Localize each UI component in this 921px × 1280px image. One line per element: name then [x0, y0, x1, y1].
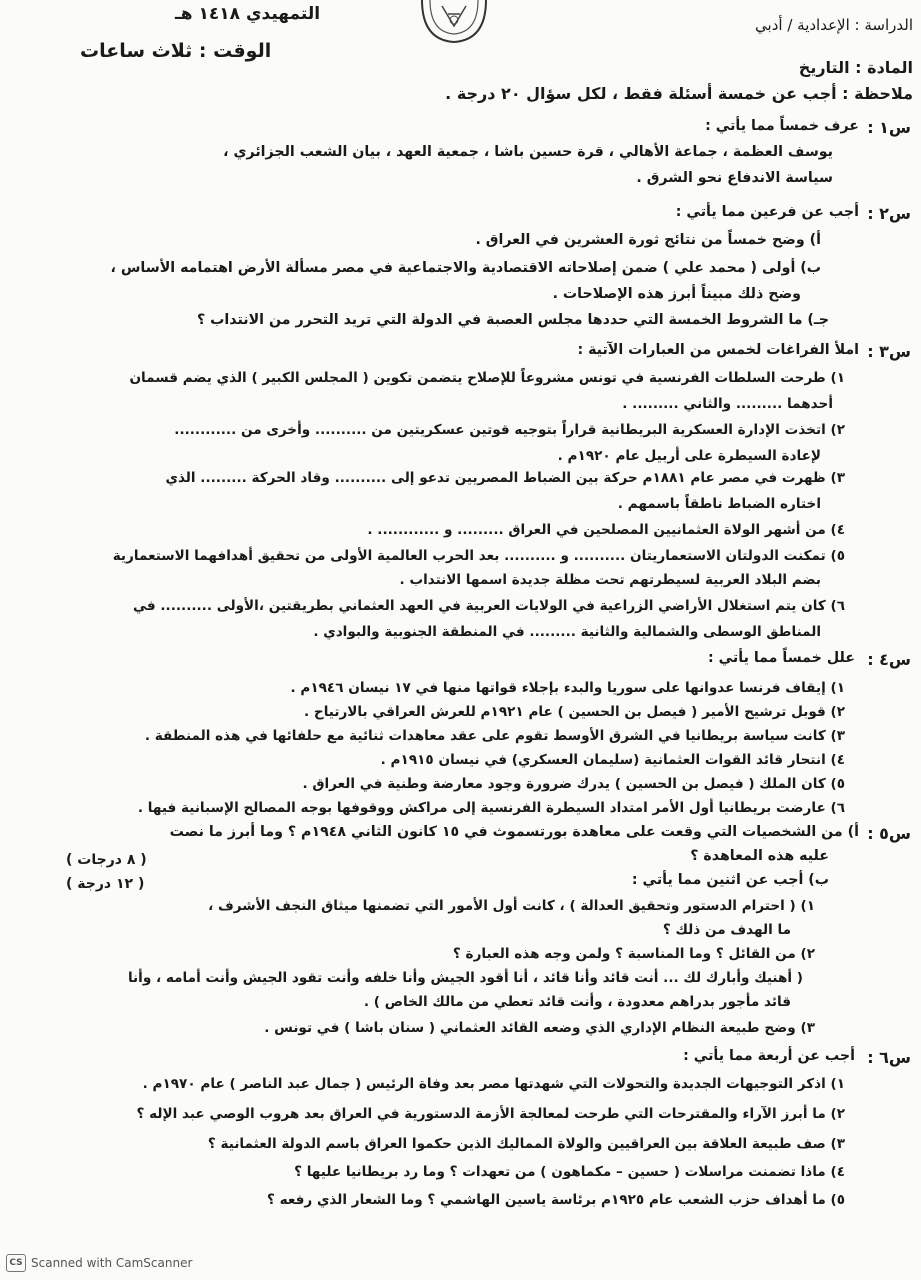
- q2-line-0: أجب عن فرعين مما يأتي :: [675, 204, 859, 220]
- q4-line-1: ١) إيقاف فرنسا عدوانها على سوريا والبدء بإجلاء قواتها منها في ١٧ نيسان ١٩٤٦م .: [290, 680, 845, 696]
- exam-session: التمهيدي ١٤١٨ هـ: [175, 4, 321, 24]
- q2-line-4: جـ) ما الشروط الخمسة التي حددها مجلس العصبة في الدولة التي تريد التحرر من الانتداب ؟: [197, 312, 829, 328]
- exam-study-level: الدراسة : الإعدادية / أدبي: [755, 16, 913, 34]
- question-6-label: س٦ :: [867, 1048, 911, 1067]
- q3-line-1: ١) طرحت السلطات الفرنسية في تونس مشروعاً للإصلاح يتضمن تكوين ( المجلس الكبير ) الذي يضم قسمان: [129, 370, 845, 386]
- q4-line-5: ٥) كان الملك ( فيصل بن الحسين ) يدرك ضرورة وجود معارضة وطنية في العراق .: [302, 776, 845, 792]
- q3-line-7: ٤) من أشهر الولاة العثمانيين المصلحين في العراق ......... و ............ .: [367, 522, 845, 538]
- question-1-label: س١ :: [867, 118, 911, 137]
- q4-line-6: ٦) عارضت بريطانيا أول الأمر امتداد السيطرة الفرنسية إلى مراكش ووقوفها بوجه المصالح الإسبانية فيها .: [137, 800, 845, 816]
- q3-line-10: ٦) كان يتم استغلال الأراضي الزراعية في الولايات العربية في العهد العثماني بطريقتين ،الأولى .......... في: [132, 598, 845, 614]
- q6-line-2: ٢) ما أبرز الآراء والمقترحات التي طرحت لمعالجة الأزمة الدستورية في العراق بعد هروب الوصي عبد الإله ؟: [136, 1106, 845, 1122]
- q3-line-4: لإعادة السيطرة على أربيل عام ١٩٢٠م .: [557, 448, 821, 464]
- q1-line-1: يوسف العظمة ، جماعة الأهالي ، قرة حسين باشا ، جمعية العهد ، بيان الشعب الجزائري ،: [223, 144, 833, 160]
- question-2-label: س٢ :: [867, 204, 911, 223]
- scanner-watermark: [6, 1254, 192, 1272]
- q4-line-0: علل خمساً مما يأتي :: [707, 650, 855, 666]
- question-3-label: س٣ :: [867, 342, 911, 361]
- q5-line-5: ٢) من القائل ؟ وما المناسبة ؟ ولمن وجه هذه العبارة ؟: [452, 946, 815, 962]
- q5-marks-b: ( ١٢ درجة ): [66, 876, 145, 892]
- q5-line-3: ١) ( احترام الدستور وتحقيق العدالة ) ، كانت أول الأمور التي تضمنها ميثاق النجف الأشرف ،: [208, 898, 815, 914]
- q6-line-0: أجب عن أربعة مما يأتي :: [683, 1048, 855, 1064]
- q5-line-6: ( أهنيك وأبارك لك ... أنت قائد وأنا قائد ، أنا أقود الجيش وأنا خلفه وأنت تقود الجيش وأنت أمامه ، وأنا: [127, 970, 803, 986]
- q6-line-3: ٣) صف طبيعة العلاقة بين العراقيين والولاة المماليك الذين حكموا العراق باسم الدولة العثمانية ؟: [207, 1136, 845, 1152]
- q3-line-8: ٥) تمكنت الدولتان الاستعماريتان .......... و .......... بعد الحرب العالمية الأولى من تحقيق أهدافهما الاستعمارية: [112, 548, 845, 564]
- q6-line-5: ٥) ما أهداف حزب الشعب عام ١٩٢٥م برئاسة ياسين الهاشمي ؟ وما الشعار الذي رفعه ؟: [266, 1192, 845, 1208]
- exam-note: ملاحظة : أجب عن خمسة أسئلة فقط ، لكل سؤال ٢٠ درجة .: [445, 84, 913, 103]
- q3-line-5: ٣) ظهرت في مصر عام ١٨٨١م حركة بين الضباط المصريين تدعو إلى .......... وقاد الحركة ......... الذي: [165, 470, 845, 486]
- q5-line-8: ٣) وضح طبيعة النظام الإداري الذي وضعه القائد العثماني ( سنان باشا ) في تونس .: [264, 1020, 815, 1036]
- q4-line-4: ٤) انتحار قائد القوات العثمانية (سليمان العسكري) في نيسان ١٩١٥م .: [380, 752, 845, 768]
- scanner-watermark-text: Scanned with CamScanner: [31, 1256, 193, 1270]
- q3-line-9: بضم البلاد العربية لسيطرتهم تحت مظلة جديدة اسمها الانتداب .: [399, 572, 821, 588]
- camscanner-icon: CS: [6, 1254, 26, 1272]
- q1-line-2: سياسة الاندفاع نحو الشرق .: [636, 170, 833, 186]
- question-5-label: س٥ :: [867, 824, 911, 843]
- q2-line-2: ب) أولى ( محمد علي ) ضمن إصلاحاته الاقتصادية والاجتماعية في مصر مسألة الأرض اهتمامه الأساس ،: [110, 260, 821, 276]
- q3-line-0: املأ الفراغات لخمس من العبارات الآتية :: [577, 342, 859, 358]
- q4-line-3: ٣) كانت سياسة بريطانيا في الشرق الأوسط تقوم على عقد معاهدات ثنائية مع حلفائها في هذه المنطقة .: [144, 728, 845, 744]
- q2-line-1: أ) وضح خمساً من نتائج ثورة العشرين في العراق .: [475, 232, 821, 248]
- q5-line-7: قائد مأجور بدراهم معدودة ، وأنت قائد تعطي من مالك الخاص ) .: [363, 994, 791, 1010]
- exam-time: الوقت : ثلاث ساعات: [80, 40, 272, 62]
- q4-line-2: ٢) قوبل ترشيح الأمير ( فيصل بن الحسين ) عام ١٩٢١م للعرش العراقي بالارتياح .: [304, 704, 845, 720]
- q3-line-6: اختاره الضباط ناطقاً باسمهم .: [617, 496, 821, 512]
- q5-line-4: ما الهدف من ذلك ؟: [662, 922, 791, 938]
- q5-line-0: أ) من الشخصيات التي وقعت على معاهدة بورتسموث في ١٥ كانون الثاني ١٩٤٨م ؟ وما أبرز ما نصت: [169, 824, 859, 840]
- q6-line-4: ٤) ماذا تضمنت مراسلات ( حسين – مكماهون ) من تعهدات ؟ وما رد بريطانيا عليها ؟: [294, 1164, 845, 1180]
- question-4-label: س٤ :: [867, 650, 911, 669]
- q5-line-2: ب) أجب عن اثنين مما يأتي :: [631, 872, 829, 888]
- q3-line-2: أحدهما ......... والثاني ......... .: [622, 396, 833, 412]
- q5-line-1: عليه هذه المعاهدة ؟: [690, 848, 829, 864]
- q2-line-3: وضح ذلك مبيناً أبرز هذه الإصلاحات .: [552, 286, 801, 302]
- q5-marks-a: ( ٨ درجات ): [66, 852, 147, 868]
- ministry-seal-icon: [418, 0, 490, 44]
- q3-line-3: ٢) اتخذت الإدارة العسكرية البريطانية قراراً بتوجيه قوتين عسكريتين من .......... وأخرى من ............: [174, 422, 845, 438]
- q1-line-0: عرف خمساً مما يأتي :: [705, 118, 859, 134]
- q6-line-1: ١) اذكر التوجيهات الجديدة والتحولات التي شهدتها مصر بعد وفاة الرئيس ( جمال عبد الناصر ) عام ١٩٧٠م .: [142, 1076, 845, 1092]
- q3-line-11: المناطق الوسطى والشمالية والثانية ......... في المنطقة الجنوبية والبوادي .: [313, 624, 821, 640]
- exam-subject: المادة : التاريخ: [798, 58, 913, 77]
